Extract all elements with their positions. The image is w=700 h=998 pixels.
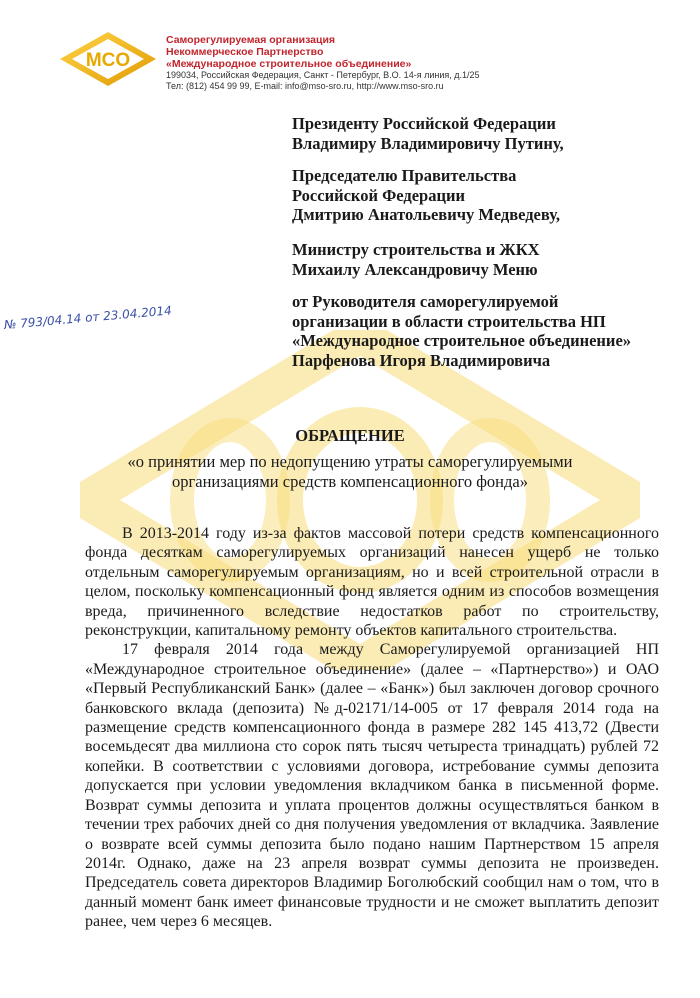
addressee-prime-minister: [292, 166, 692, 225]
addressee-line: Дмитрию Анатольевичу Медведеву,: [292, 205, 560, 224]
org-line-3: «Международное строительное объединение»: [166, 58, 412, 70]
sender-line: организации в области строительства НП: [292, 311, 606, 331]
org-line-1: Саморегулируемая организация: [166, 34, 336, 46]
org-address: 199034, Российская Федерация, Санкт - Петербург, В.О. 14-я линия, д.1/25: [166, 70, 480, 80]
mso-logo-icon: [58, 30, 158, 88]
subtitle-line-1: «о принятии мер по недопущению утраты саморегулируемыми: [127, 452, 573, 471]
handwritten-registration-number: № 793/04.14 от 23.04.2014: [3, 303, 173, 332]
document-title: ОБРАЩЕНИЕ: [295, 426, 405, 445]
sender-block: [292, 292, 692, 370]
body-paragraph-1: В 2013-2014 году из-за фактов массовой потери средств компенсационного фонда десяткам саморегулируемых организаций нанесен ущерб не только отдельным саморегулируемым организациям, но и всей строительной отрасли в целом, поскольку компенсационный фонд является одним из способов возмещения вреда, причиненного вследствие недостатков работ по строительству, реконструкции, капитальному ремонту объектов капитального строительства.: [85, 525, 659, 640]
addressee-line: Председателю Правительства: [292, 166, 517, 185]
addressee-line: Российской Федерации: [292, 185, 465, 205]
addressee-minister: [292, 240, 692, 279]
org-contacts: Тел: (812) 454 99 99, E-mail: info@mso-sro.ru, http://www.mso-sro.ru: [166, 81, 444, 91]
sender-line: «Международное строительное объединение»: [292, 331, 632, 350]
body-paragraph-2: 17 февраля 2014 года между Саморегулируемой организацией НП «Международное строительное объединение» (далее – «Партнерство») и ОАО «Первый Республиканский Банк» (далее – «Банк») был заключен договор срочного банковского вклада (депозита) №д-02171/14-005 от 17 февраля 2014 года на размещение средств компенсационного фонда в размере 282 145 413,72 (Двести восемьдесят два миллиона сто сорок пять тысяч четыреста тринадцать) рублей 72 копейки. В соответствии с условиями договора, истребование суммы депозита допускается при условии уведомления вкладчиком банка в письменной форме. Возврат суммы депозита и уплата процентов должны осуществляться банком в течении трех рабочих дней со дня получения уведомления от вкладчика. Заявление о возврате всей суммы депозита было подано нашим Партнерством 15 апреля 2014г. Однако, даже на 23 апреля возврат суммы депозита не произведен. Председатель совета директоров Владимир Боголюбский сообщил нам о том, что в данный момент банк имеет финансовые трудности и не сможет выплатить депозит ранее, чем через 6 месяцев.: [85, 641, 659, 931]
org-line-2: Некоммерческое Партнерство: [166, 46, 324, 58]
letterhead: [166, 34, 686, 92]
sender-line: от Руководителя саморегулируемой: [292, 292, 559, 311]
sender-line: Парфенова Игоря Владимировича: [292, 350, 551, 370]
addressee-line: Президенту Российской Федерации: [292, 114, 556, 133]
addressee-line: Владимиру Владимировичу Путину,: [292, 133, 564, 153]
addressee-president: [292, 114, 692, 153]
document-body: [85, 524, 659, 932]
addressee-line: Михаилу Александровичу Меню: [292, 259, 538, 279]
subtitle-line-2: организациями средств компенсационного фонда»: [172, 472, 528, 491]
document-subtitle: [100, 452, 600, 492]
addressee-line: Министру строительства и ЖКХ: [292, 240, 540, 259]
logo-text: MCO: [85, 50, 131, 71]
